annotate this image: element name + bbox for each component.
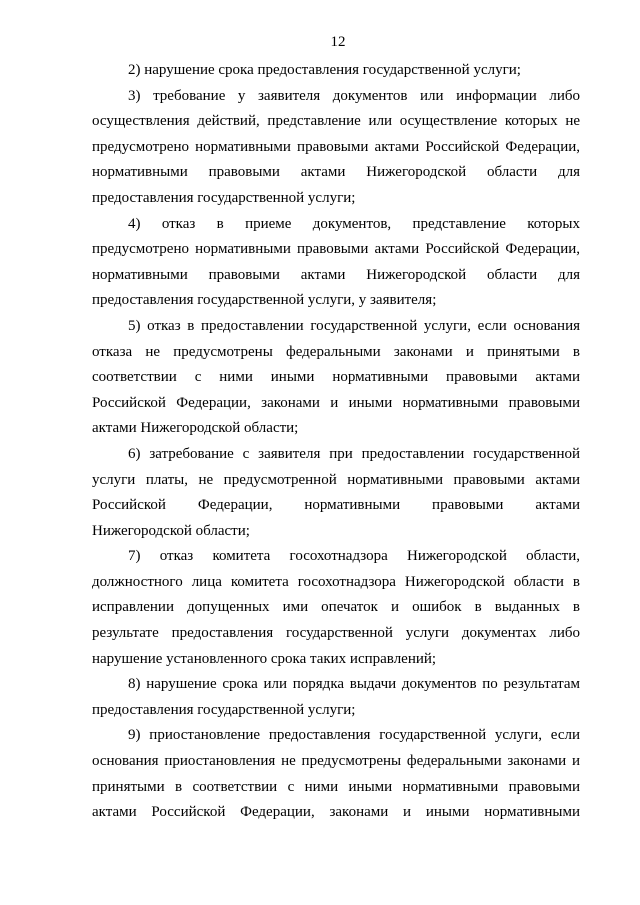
paragraph-item [92, 58, 580, 84]
paragraph-line: Российской Федерации, нормативными правовыми актами [92, 497, 580, 514]
paragraph-item [92, 672, 580, 723]
paragraph-line: 3) требование у заявителя документов или информации либо [128, 87, 580, 104]
paragraph-line: соответствии с ними иными нормативными правовыми актами [92, 369, 580, 386]
paragraph-line: 9) приостановление предоставления государственной услуги, если [128, 727, 580, 744]
paragraph-line: 6) затребование с заявителя при предоставлении государственной [128, 445, 580, 462]
paragraph-line: нормативными правовыми актами Нижегородской области для [92, 266, 580, 283]
paragraph-line: осуществления действий, представление или осуществление которых не [92, 113, 580, 130]
document-body [92, 58, 580, 826]
paragraph-line: результате предоставления государственной услуги документах либо [92, 625, 580, 642]
paragraph-line: отказа не предусмотрены федеральными законами и принятыми в [92, 343, 580, 360]
paragraph-item [92, 544, 580, 672]
paragraph-line: 4) отказ в приеме документов, представление которых [128, 215, 580, 232]
paragraph-line: актами Российской Федерации, законами и иными нормативными [92, 804, 580, 821]
paragraph-line: 7) отказ комитета госохотнадзора Нижегородской области, [128, 548, 580, 565]
paragraph-line: должностного лица комитета госохотнадзора Нижегородской области в [92, 573, 580, 590]
paragraph-line: основания приостановления не предусмотрены федеральными законами и [92, 753, 580, 770]
paragraph-line: 2) нарушение срока предоставления государственной услуги; [128, 62, 521, 78]
paragraph-line: 5) отказ в предоставлении государственной услуги, если основания [128, 317, 580, 334]
paragraph-line: нарушение установленного срока таких исправлений; [92, 650, 437, 667]
paragraph-item [92, 442, 580, 544]
paragraph-line: Нижегородской области; [92, 522, 250, 539]
paragraph-line: Российской Федерации, законами и иными нормативными правовыми [92, 394, 580, 411]
paragraph-line: принятыми в соответствии с ними иными нормативными правовыми [92, 778, 580, 795]
paragraph-line: исправлении допущенных ими опечаток и ошибок в выданных в [92, 599, 580, 616]
paragraph-line: 8) нарушение срока или порядка выдачи документов по результатам [128, 676, 580, 693]
paragraph-line: предоставления государственной услуги; [92, 701, 356, 718]
paragraph-line: услуги платы, не предусмотренной нормативными правовыми актами [92, 471, 580, 488]
page-number: 12 [330, 34, 346, 50]
paragraph-line: нормативными правовыми актами Нижегородской области для [92, 164, 580, 181]
paragraph-line: предусмотрено нормативными правовыми актами Российской Федерации, [92, 241, 580, 258]
paragraph-item [92, 314, 580, 442]
paragraph-line: предоставления государственной услуги; [92, 189, 356, 206]
paragraph-item [92, 212, 580, 314]
paragraph-line: предоставления государственной услуги, у заявителя; [92, 292, 437, 309]
paragraph-line: предусмотрено нормативными правовыми актами Российской Федерации, [92, 138, 580, 155]
paragraph-line: актами Нижегородской области; [92, 420, 299, 437]
paragraph-item [92, 84, 580, 212]
paragraph-item [92, 723, 580, 825]
document-page [92, 32, 580, 826]
